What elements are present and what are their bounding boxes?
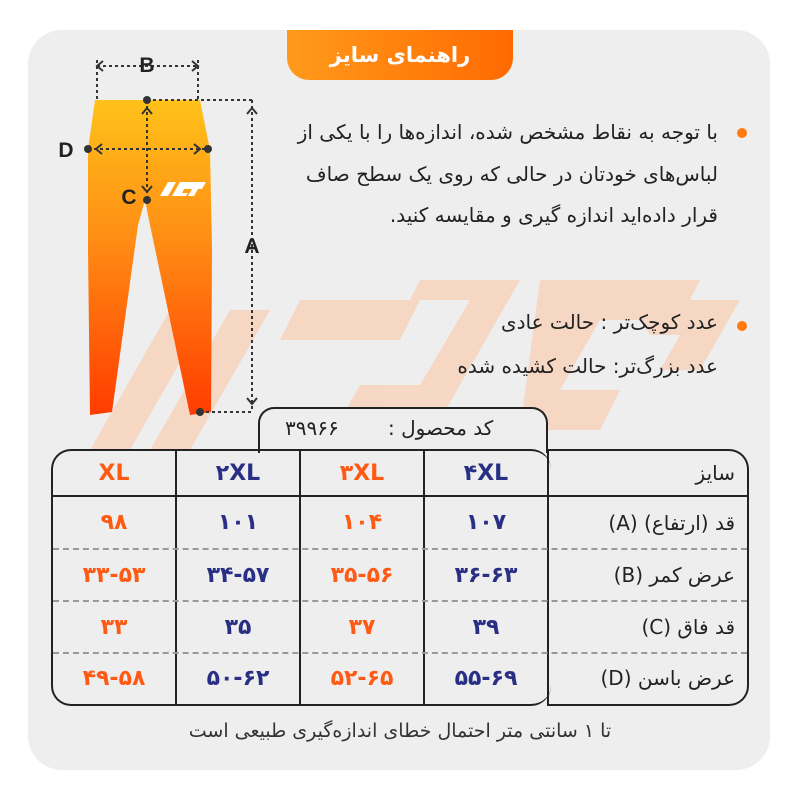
label-b: B [139, 54, 155, 77]
row-label-hip: عرض باسن (D) [600, 666, 735, 690]
measurement-note: تا ۱ سانتی متر احتمال خطای اندازه‌گیری طبیعی است [188, 720, 612, 742]
label-a: A [244, 235, 260, 258]
table-cell: ۱۰۷ [465, 510, 507, 535]
table-cell: ۳۵ [224, 614, 252, 640]
instruction-smaller: عدد کوچک‌تر : حالت عادی [500, 310, 718, 334]
product-code-label: کد محصول : [388, 416, 494, 440]
table-cell: ۴۹-۵۸ [82, 665, 146, 691]
table-cell: ۳۷ [348, 614, 376, 640]
table-cell: ۳۳ [100, 614, 128, 640]
size-header-4xl: ۴XL [463, 460, 509, 486]
instruction-main: با توجه به نقاط مشخص شده، اندازه‌ها را با یکی از لباس‌های خودتان در حالی که روی یک سطح صاف قرار داده‌اید اندازه گیری و مقایسه کنید. [297, 120, 718, 227]
instruction-larger: عدد بزرگ‌تر: حالت کشیده شده [457, 354, 718, 378]
table-cell: ۵۵-۶۹ [454, 665, 518, 691]
table-cell: ۳۶-۶۳ [454, 562, 518, 588]
table-cell: ۳۴-۵۷ [206, 562, 270, 588]
bullet-2 [737, 321, 747, 331]
row-label-height: قد (ارتفاع) (A) [608, 510, 735, 535]
pants-shape [88, 100, 212, 415]
table-cell: ۳۵-۵۶ [330, 562, 394, 588]
table-cell: ۵۲-۶۵ [330, 665, 394, 691]
table-cell: ۹۸ [100, 510, 128, 535]
table-cell: ۱۰۴ [341, 510, 383, 535]
row-label-waist: عرض کمر (B) [613, 563, 735, 587]
page-title: راهنمای سایز [329, 43, 471, 67]
product-code-value: ۳۹۹۶۶ [285, 416, 339, 440]
label-c: C [121, 186, 137, 209]
table-cell: ۳۳-۵۳ [82, 562, 146, 588]
table-cell: ۵۰-۶۲ [206, 665, 270, 691]
size-header-3xl: ۳XL [339, 460, 385, 486]
row-label-rise: قد فاق (C) [641, 615, 735, 639]
size-header-2xl: ۲XL [215, 460, 261, 486]
bullet-1 [737, 128, 747, 138]
size-header-xl: XL [98, 460, 130, 486]
table-cell: ۱۰۱ [217, 510, 259, 535]
table-cell: ۳۹ [472, 614, 500, 640]
label-d: D [58, 139, 74, 162]
table-header-label: سایز [695, 461, 735, 485]
